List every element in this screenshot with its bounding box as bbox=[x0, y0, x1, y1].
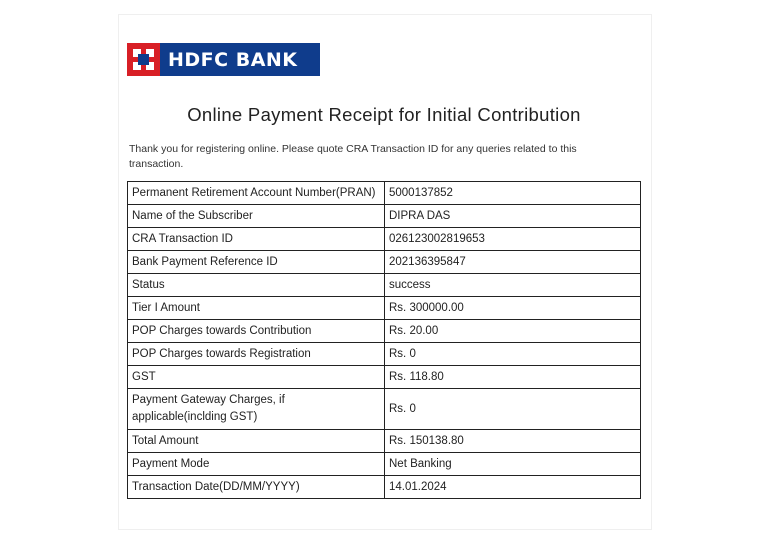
table-row bbox=[128, 389, 641, 430]
row-value: Rs. 118.80 bbox=[385, 366, 641, 389]
row-label: Total Amount bbox=[128, 430, 385, 453]
row-label: Payment Gateway Charges, if applicable(inclding GST) bbox=[128, 389, 385, 430]
page-title: Online Payment Receipt for Initial Contribution bbox=[187, 104, 581, 125]
row-value: success bbox=[385, 274, 641, 297]
table-row bbox=[128, 430, 641, 453]
row-label: Permanent Retirement Account Number(PRAN) bbox=[128, 182, 385, 205]
table-row bbox=[128, 205, 641, 228]
row-label: Name of the Subscriber bbox=[128, 205, 385, 228]
row-label: POP Charges towards Registration bbox=[128, 343, 385, 366]
table-row bbox=[128, 320, 641, 343]
row-value: Rs. 300000.00 bbox=[385, 297, 641, 320]
row-value: Rs. 150138.80 bbox=[385, 430, 641, 453]
table-row bbox=[128, 343, 641, 366]
row-value: 5000137852 bbox=[385, 182, 641, 205]
row-value: DIPRA DAS bbox=[385, 205, 641, 228]
row-value: Rs. 0 bbox=[385, 389, 641, 430]
table-row bbox=[128, 182, 641, 205]
row-label: Transaction Date(DD/MM/YYYY) bbox=[128, 476, 385, 499]
table-row bbox=[128, 453, 641, 476]
row-label: Status bbox=[128, 274, 385, 297]
receipt-table bbox=[127, 181, 641, 499]
row-label: Payment Mode bbox=[128, 453, 385, 476]
table-row bbox=[128, 297, 641, 320]
row-value: Rs. 20.00 bbox=[385, 320, 641, 343]
row-value: 14.01.2024 bbox=[385, 476, 641, 499]
row-label: POP Charges towards Contribution bbox=[128, 320, 385, 343]
row-label: GST bbox=[128, 366, 385, 389]
hdfc-bank-logo bbox=[127, 43, 320, 76]
row-value: Net Banking bbox=[385, 453, 641, 476]
row-value: 202136395847 bbox=[385, 251, 641, 274]
table-row bbox=[128, 274, 641, 297]
row-label: Tier I Amount bbox=[128, 297, 385, 320]
row-value: 026123002819653 bbox=[385, 228, 641, 251]
intro-text: Thank you for registering online. Please quote CRA Transaction ID for any queries related to this transaction. bbox=[129, 143, 577, 170]
row-value: Rs. 0 bbox=[385, 343, 641, 366]
hdfc-logo-icon bbox=[127, 43, 160, 76]
logo-text: HDFC BANK bbox=[160, 43, 320, 76]
table-row bbox=[128, 228, 641, 251]
table-row bbox=[128, 476, 641, 499]
table-row bbox=[128, 366, 641, 389]
table-row bbox=[128, 251, 641, 274]
row-label: Bank Payment Reference ID bbox=[128, 251, 385, 274]
row-label: CRA Transaction ID bbox=[128, 228, 385, 251]
